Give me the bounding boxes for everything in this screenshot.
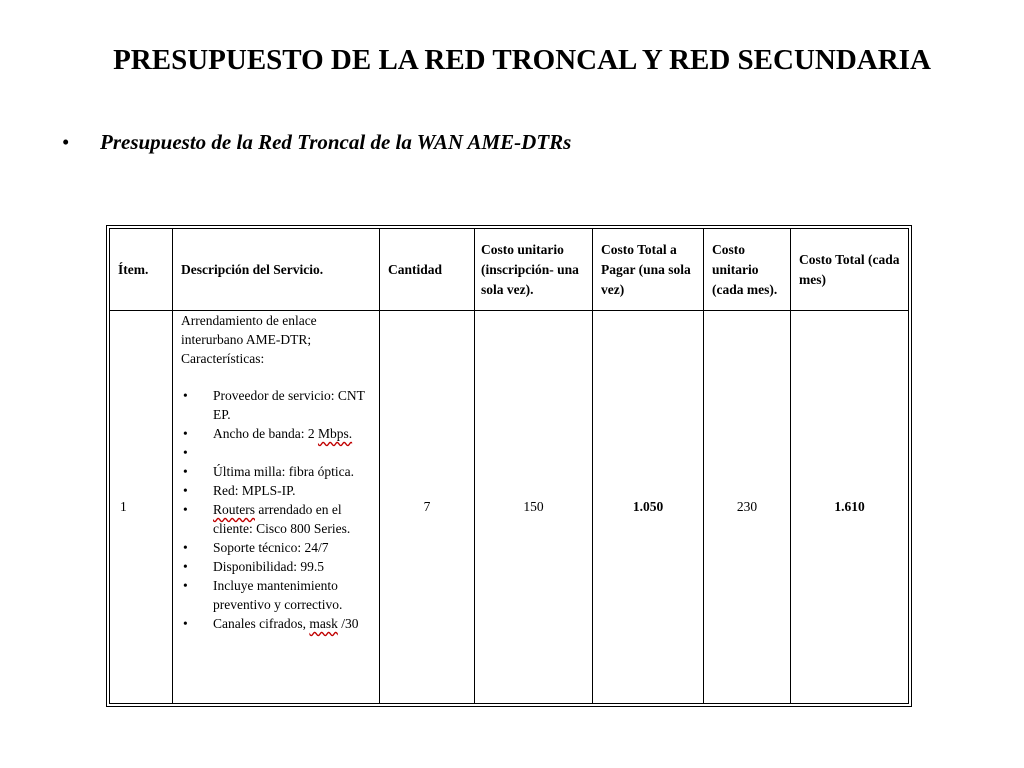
cell-costo-unitario-inscripcion: 150: [475, 311, 593, 704]
feature-text: Red: MPLS-IP.: [213, 483, 296, 498]
bullet-icon: •: [62, 130, 70, 154]
feature-text-spellcheck: Routers: [213, 502, 255, 517]
feature-item: [181, 538, 373, 557]
header-costo-unitario-inscripcion: Costo unitario (inscripción- una sola vez).: [475, 229, 593, 311]
feature-text: Canales cifrados,: [213, 616, 310, 631]
feature-text: Ancho de banda: 2: [213, 426, 318, 441]
header-cantidad: Cantidad: [380, 229, 475, 311]
feature-text: /30: [337, 616, 359, 631]
feature-list: [181, 386, 373, 633]
feature-item: [181, 500, 373, 538]
cell-item: 1: [110, 311, 173, 704]
header-descripcion: Descripción del Servicio.: [173, 229, 380, 311]
header-item: Ítem.: [110, 229, 173, 311]
feature-text: arrendado en el cliente: Cisco 800 Series.: [213, 502, 351, 536]
feature-item: [181, 576, 373, 614]
feature-item: [181, 481, 373, 500]
feature-text-spellcheck: Mbps.: [317, 426, 353, 441]
header-costo-total-mes: Costo Total (cada mes): [791, 229, 909, 311]
description-intro: Arrendamiento de enlace interurbano AME-DTR; Características:: [181, 313, 317, 366]
cell-cantidad: 7: [380, 311, 475, 704]
subtitle-bullet-line: [62, 130, 571, 155]
budget-table: [109, 228, 909, 704]
table-row: [110, 311, 909, 704]
feature-item: [181, 614, 373, 633]
feature-text: Incluye mantenimiento preventivo y correctivo.: [213, 578, 343, 612]
feature-text: Proveedor de servicio: CNT EP.: [213, 388, 365, 422]
cell-costo-total-pagar: 1.050: [593, 311, 704, 704]
page-title: PRESUPUESTO DE LA RED TRONCAL Y RED SECUNDARIA: [113, 44, 931, 76]
feature-text: Disponibilidad: 99.5: [213, 559, 324, 574]
cell-costo-total-mes: 1.610: [791, 311, 909, 704]
budget-table-frame: [106, 225, 912, 707]
feature-text-spellcheck: mask: [309, 616, 338, 631]
feature-text: Soporte técnico: 24/7: [213, 540, 329, 555]
feature-item: [181, 443, 373, 462]
cell-costo-unitario-mes: 230: [704, 311, 791, 704]
cell-descripcion: [173, 311, 380, 704]
feature-item: [181, 557, 373, 576]
feature-text: Última milla: fibra óptica.: [213, 464, 354, 479]
feature-item: [181, 386, 373, 424]
section-subtitle: Presupuesto de la Red Troncal de la WAN AME-DTRs: [100, 130, 572, 154]
table-header-row: [110, 229, 909, 311]
feature-item: [181, 424, 373, 443]
header-costo-total-pagar: Costo Total a Pagar (una sola vez): [593, 229, 704, 311]
header-costo-unitario-mes: Costo unitario (cada mes).: [704, 229, 791, 311]
feature-item: [181, 462, 373, 481]
